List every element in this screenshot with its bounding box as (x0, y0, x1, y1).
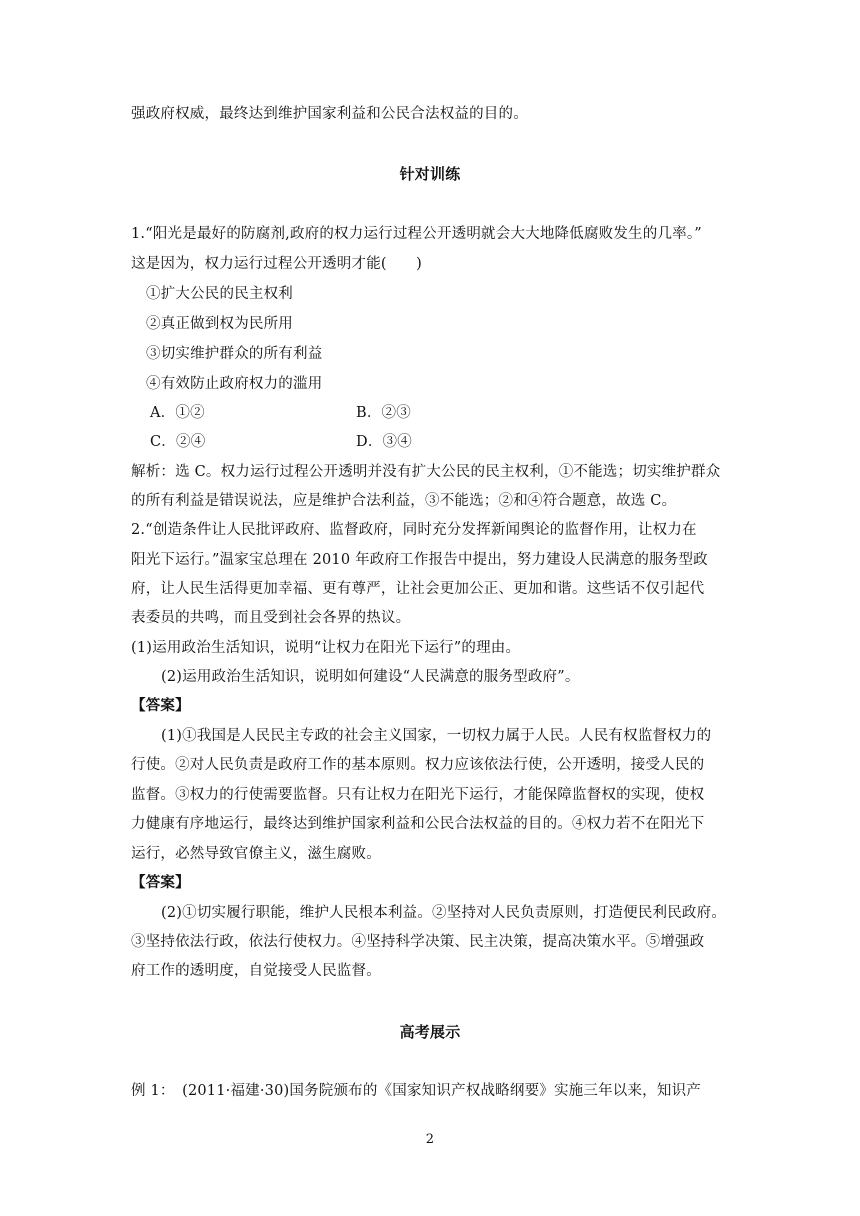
q1-item-4: ④有效防止政府权力的滥用 (146, 376, 323, 392)
q1-analysis-line-2: 的所有利益是错误说法，应是维护合法利益，③不能选；②和④符合题意，故选 C。 (131, 493, 677, 509)
answer1-line-1: (1)①我国是人民民主专政的社会主义国家，一切权力属于人民。人民有权监督权力的 (161, 728, 712, 744)
q2-subquestion-2: (2)运用政治生活知识，说明如何建设“人民满意的服务型政府”。 (161, 669, 580, 685)
q1-option-b: B．②③ (356, 405, 411, 421)
section-title-exam: 高考展示 (399, 1023, 461, 1041)
answer1-line-2: 行使。②对人民负责是政府工作的基本原则。权力应该依法行使，公开透明，接受人民的 (131, 757, 705, 773)
section-title-practice: 针对训练 (399, 165, 461, 183)
q1-option-d: D．③④ (356, 434, 412, 450)
q1-analysis-line-1: 解析：选 C。权力运行过程公开透明并没有扩大公民的民主权利，①不能选；切实维护群众 (131, 464, 721, 480)
answer2-line-1: (2)①切实履行职能，维护人民根本利益。②坚持对人民负责原则，打造便民利民政府。 (161, 905, 727, 921)
answer1-line-3: 监督。③权力的行使需要监督。只有让权力在阳光下运行，才能保障监督权的实现，使权 (131, 787, 705, 803)
answer1-line-5: 运行，必然导致官僚主义，滋生腐败。 (131, 846, 381, 862)
q1-stem-line-2: 这是因为，权力运行过程公开透明才能( ) (131, 256, 423, 272)
q2-stem-line-2: 阳光下运行。”温家宝总理在 2010 年政府工作报告中提出，努力建设人民满意的服务型政 (131, 552, 708, 568)
q1-option-a: A．①② (150, 405, 205, 421)
answer-label-2: 【答案】 (131, 874, 190, 891)
answer2-line-2: ③坚持依法行政，依法行使权力。④坚持科学决策、民主决策，提高决策水平。⑤增强政 (131, 934, 705, 950)
q2-stem-line-4: 表委员的共鸣，而且受到社会各界的热议。 (131, 610, 411, 626)
answer1-line-4: 力健康有序地运行，最终达到维护国家利益和公民合法权益的目的。④权力若不在阳光下 (131, 816, 705, 832)
example-1-line: 例 1： (2011·福建·30)国务院颁布的《国家知识产权战略纲要》实施三年以来，知识产 (131, 1083, 701, 1099)
q1-item-3: ③切实维护群众的所有利益 (146, 346, 323, 362)
page-number: 2 (425, 1132, 435, 1147)
q2-subquestion-1: (1)运用政治生活知识，说明“让权力在阳光下运行”的理由。 (131, 640, 521, 656)
q2-stem-line-3: 府，让人民生活得更加幸福、更有尊严，让社会更加公正、更加和谐。这些话不仅引起代 (131, 581, 705, 597)
q1-option-c: C．②④ (150, 434, 206, 450)
answer2-line-3: 府工作的透明度，自觉接受人民监督。 (131, 963, 381, 979)
q1-item-2: ②真正做到权为民所用 (146, 316, 293, 332)
q1-stem-line-1: 1.“阳光是最好的防腐剂,政府的权力运行过程公开透明就会大大地降低腐败发生的几率。” (131, 226, 702, 242)
q1-item-1: ①扩大公民的民主权利 (146, 286, 293, 302)
q2-stem-line-1: 2.“创造条件让人民批评政府、监督政府，同时充分发挥新闻舆论的监督作用，让权力在 (131, 522, 697, 538)
answer-label-1: 【答案】 (131, 697, 190, 714)
continuation-paragraph: 强政府权威，最终达到维护国家利益和公民合法权益的目的。 (131, 106, 528, 122)
